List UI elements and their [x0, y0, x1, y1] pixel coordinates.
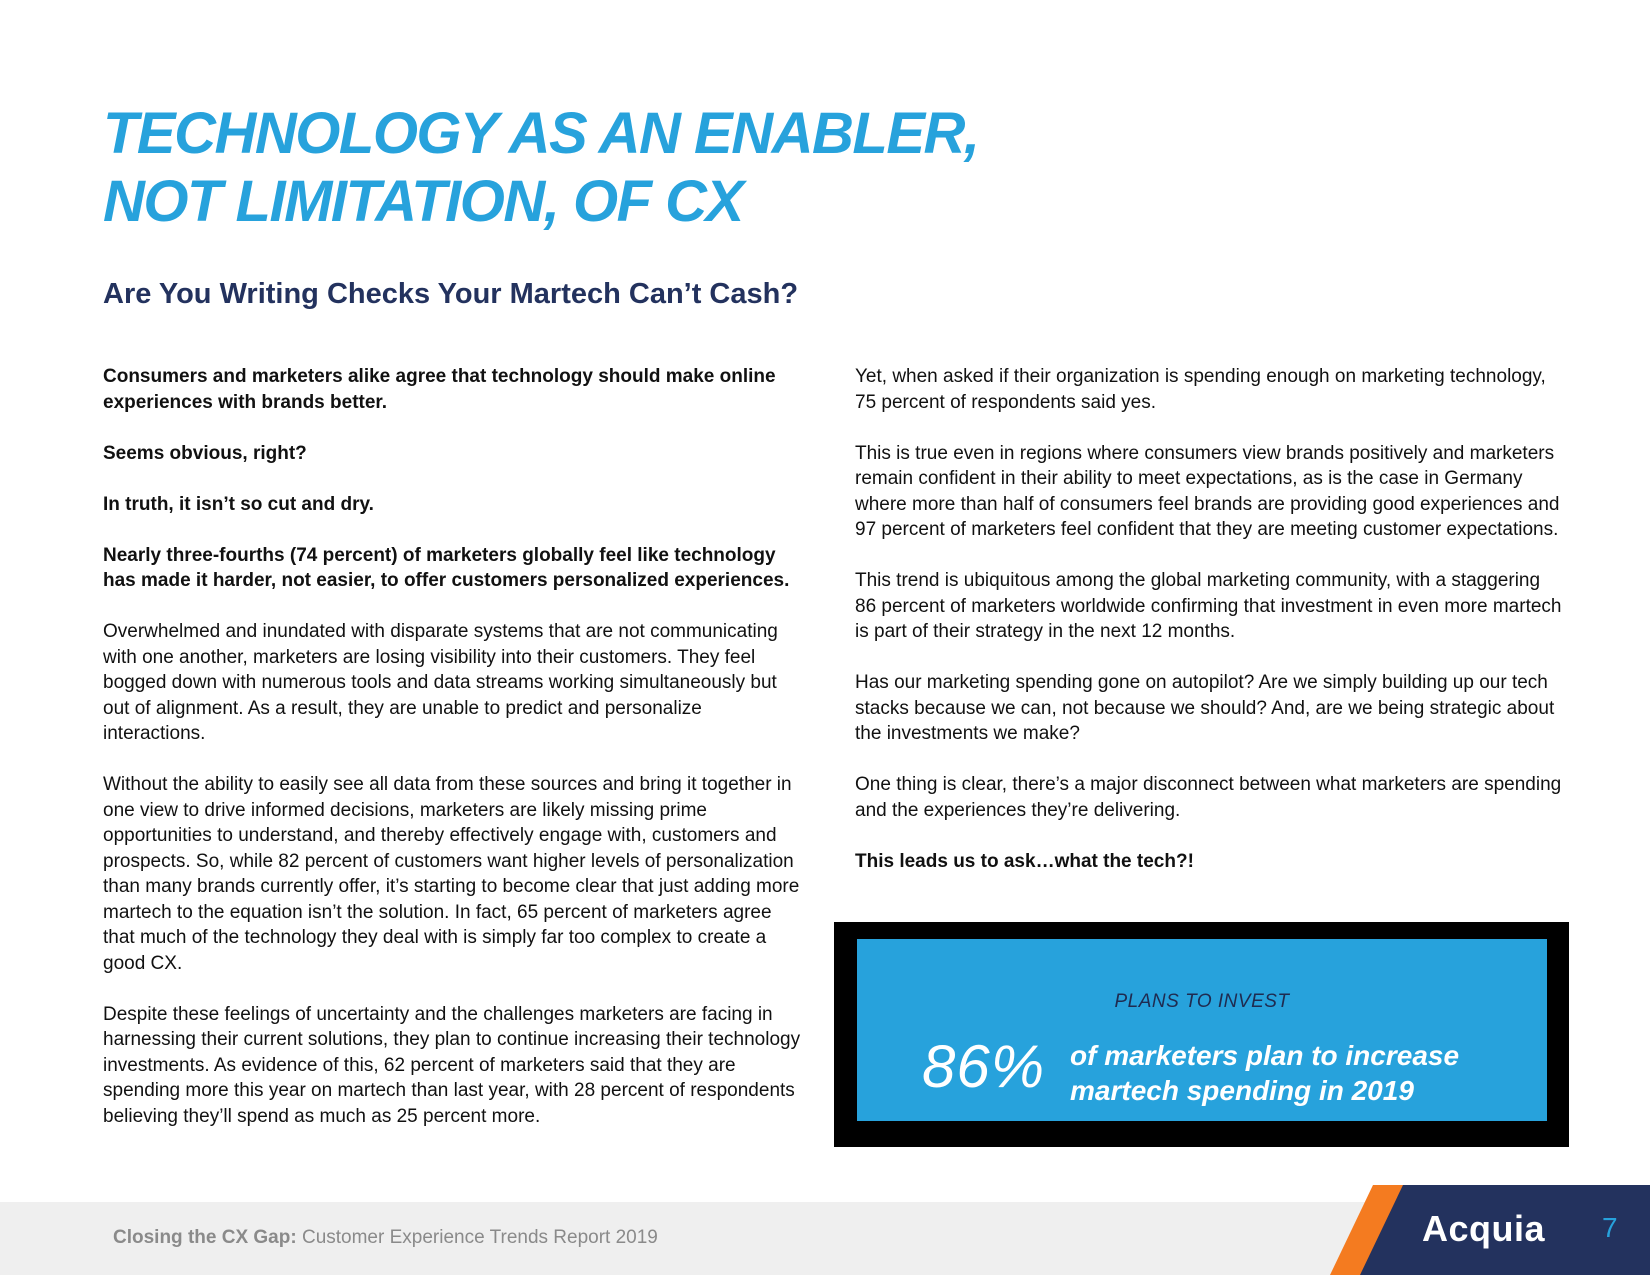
section-subtitle: Are You Writing Checks Your Martech Can’t Cash?: [103, 278, 799, 310]
stat-description: [1070, 1038, 1530, 1108]
paragraph: Consumers and marketers alike agree that technology should make online experiences with brands better.: [103, 366, 776, 413]
stat-callout: [834, 922, 1569, 1147]
right-column: [855, 364, 1565, 900]
left-column: [103, 364, 803, 1155]
paragraph: Overwhelmed and inundated with disparate systems that are not communicating with one another, marketers are losing visibility into their customers. They feel bogged down with numerous tools and data streams working simultaneously but out of alignment. As a result, they are unable to predict and personalize interactions.: [103, 621, 778, 744]
title-line-1: TECHNOLOGY AS AN ENABLER,: [103, 101, 979, 166]
paragraph: One thing is clear, there’s a major disconnect between what marketers are spending and the experiences they’re delivering.: [855, 774, 1562, 821]
paragraph: Has our marketing spending gone on autopilot? Are we simply building up our tech stacks because we can, not because we should? And, are we being strategic about the investments we make?: [855, 672, 1555, 744]
paragraph: Nearly three-fourths (74 percent) of marketers globally feel like technology has made it harder, not easier, to offer customers personalized experiences.: [103, 544, 790, 591]
footer-report-title: [113, 1226, 658, 1250]
paragraph: Seems obvious, right?: [103, 442, 307, 464]
paragraph: In truth, it isn’t so cut and dry.: [103, 493, 374, 515]
paragraph: Yet, when asked if their organization is spending enough on marketing technology, 75 percent of respondents said yes.: [855, 366, 1546, 413]
stat-description-line-2: martech spending in 2019: [1070, 1075, 1414, 1106]
title-line-2: NOT LIMITATION, OF CX: [103, 169, 743, 234]
paragraph: This trend is ubiquitous among the global marketing community, with a staggering 86 percent of marketers worldwide confirming that investment in even more martech is part of their strategy in the next 12 months.: [855, 570, 1562, 642]
footer-report-title-rest: Customer Experience Trends Report 2019: [296, 1227, 658, 1248]
stat-number: 86%: [922, 1033, 1046, 1100]
stat-description-line-1: of marketers plan to increase: [1070, 1040, 1460, 1071]
brand-block: [1330, 1185, 1650, 1275]
stat-caption: PLANS TO INVEST: [1114, 991, 1290, 1012]
page-title: [103, 100, 979, 236]
stat-callout-panel: [857, 939, 1547, 1121]
footer-report-title-bold: Closing the CX Gap:: [113, 1227, 297, 1248]
paragraph: This is true even in regions where consumers view brands positively and marketers remain confident in their ability to meet expectations, as is the case in Germany where more than half of consumers feel brands are providing good experiences and 97 percent of marketers feel confident that they are meeting customer expectations.: [855, 442, 1560, 540]
acquia-logo: Acquia: [1422, 1208, 1546, 1249]
page-number: 7: [1602, 1212, 1618, 1243]
paragraph: Despite these feelings of uncertainty and the challenges marketers are facing in harnessing their current solutions, they plan to continue increasing their technology investments. As evidence of this, 62 percent of marketers said that they are spending more this year on martech than last year, with 28 percent of respondents believing they’ll spend as much as 25 percent more.: [103, 1003, 801, 1127]
paragraph: Without the ability to easily see all data from these sources and bring it together in one view to drive informed decisions, marketers are likely missing prime opportunities to understand, and thereby effectively engage with, customers and prospects. So, while 82 percent of customers want higher levels of personalization than many brands currently offer, it’s starting to become clear that just adding more martech to the equation isn’t the solution. In fact, 65 percent of marketers agree that much of the technology they deal with is simply far too complex to create a good CX.: [103, 774, 800, 974]
paragraph: This leads us to ask…what the tech?!: [855, 850, 1194, 872]
